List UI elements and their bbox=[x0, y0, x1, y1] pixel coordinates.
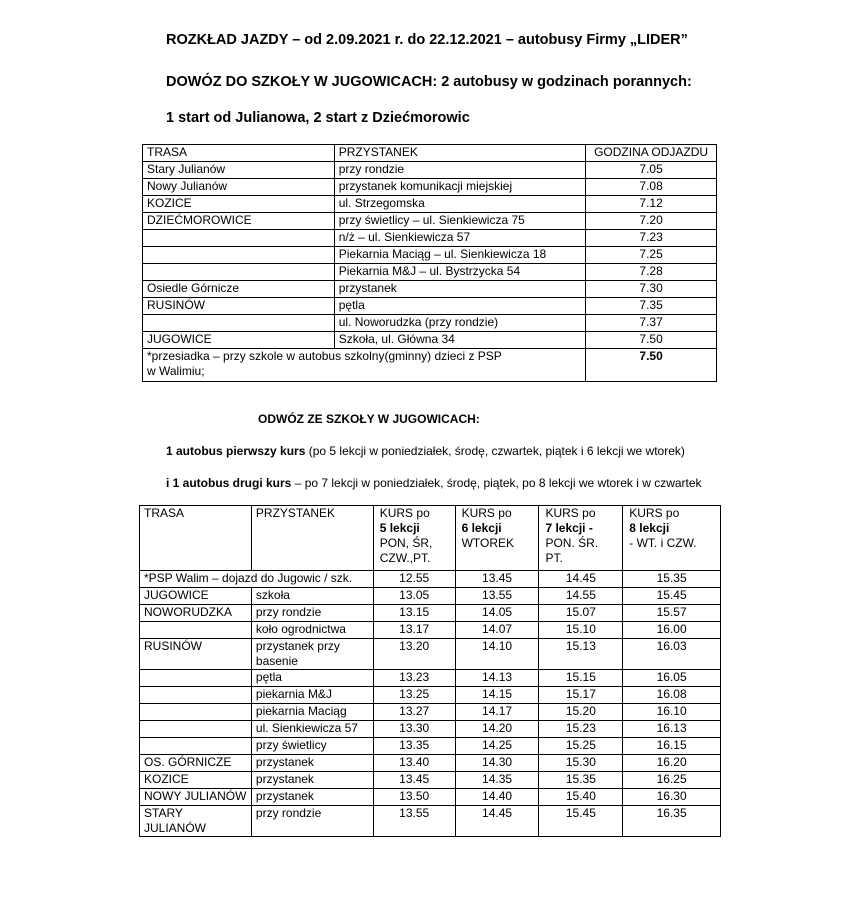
note-line: *przesiadka – przy szkole w autobus szkolny(gminny) dzieci z PSP bbox=[147, 349, 502, 363]
kurs1-description bbox=[166, 444, 685, 458]
trasa-cell bbox=[143, 247, 335, 264]
time-cell: 14.05 bbox=[455, 605, 539, 622]
header-line: WTOREK bbox=[461, 536, 515, 550]
trasa-cell: RUSINÓW bbox=[140, 639, 252, 670]
stop-cell: Piekarnia M&J – ul. Bystrzycka 54 bbox=[334, 264, 585, 281]
table-row bbox=[140, 687, 721, 704]
time-cell: 15.45 bbox=[623, 588, 721, 605]
time-cell: 13.05 bbox=[373, 588, 455, 605]
time-cell: 16.25 bbox=[623, 772, 721, 789]
header-przystanek: PRZYSTANEK bbox=[334, 145, 585, 162]
trasa-cell bbox=[143, 230, 335, 247]
time-cell: 15.35 bbox=[623, 571, 721, 588]
header-line: CZW.,PT. bbox=[379, 551, 431, 565]
header-line: KURS po bbox=[379, 506, 430, 520]
header-line: PT. bbox=[545, 551, 563, 565]
kurs2-description bbox=[166, 476, 702, 490]
table-row bbox=[140, 755, 721, 772]
time-cell: 14.35 bbox=[455, 772, 539, 789]
table-header-row bbox=[143, 145, 717, 162]
table-row bbox=[143, 179, 717, 196]
kurs1-label: 1 autobus pierwszy kurs bbox=[166, 444, 306, 458]
time-cell: 16.05 bbox=[623, 670, 721, 687]
table-row bbox=[143, 213, 717, 230]
time-cell: 7.30 bbox=[586, 281, 717, 298]
time-cell: 15.15 bbox=[539, 670, 623, 687]
header-kurs-7-lekcji bbox=[539, 506, 623, 571]
time-cell: 15.57 bbox=[623, 605, 721, 622]
time-cell: 7.05 bbox=[586, 162, 717, 179]
header-line: PON, ŚR, bbox=[379, 536, 433, 550]
trasa-cell: Osiedle Górnicze bbox=[143, 281, 335, 298]
header-line: 7 lekcji - bbox=[545, 521, 593, 535]
psp-walim-row bbox=[140, 571, 721, 588]
time-cell: 15.45 bbox=[539, 806, 623, 837]
trasa-cell: DZIEĆMOROWICE bbox=[143, 213, 335, 230]
time-cell: 13.25 bbox=[373, 687, 455, 704]
time-cell: 7.50 bbox=[586, 332, 717, 349]
stop-cell: Szkoła, ul. Główna 34 bbox=[334, 332, 585, 349]
trasa-cell: RUSINÓW bbox=[143, 298, 335, 315]
time-cell: 13.45 bbox=[373, 772, 455, 789]
time-cell: 14.30 bbox=[455, 755, 539, 772]
stop-cell: przy rondzie bbox=[251, 806, 373, 837]
table-row bbox=[140, 738, 721, 755]
time-cell: 13.27 bbox=[373, 704, 455, 721]
time-cell: 13.55 bbox=[455, 588, 539, 605]
kurs1-detail: (po 5 lekcji w poniedziałek, środę, czwartek, piątek i 6 lekcji we wtorek) bbox=[305, 444, 685, 458]
time-cell: 14.40 bbox=[455, 789, 539, 806]
table-row bbox=[143, 332, 717, 349]
time-cell: 7.37 bbox=[586, 315, 717, 332]
header-line: - WT. i CZW. bbox=[629, 536, 697, 550]
trasa-cell: NOWY JULIANÓW bbox=[140, 789, 252, 806]
time-cell: 15.35 bbox=[539, 772, 623, 789]
stop-cell: przy świetlicy bbox=[251, 738, 373, 755]
time-cell: 14.07 bbox=[455, 622, 539, 639]
header-kurs-5-lekcji bbox=[373, 506, 455, 571]
time-cell: 7.12 bbox=[586, 196, 717, 213]
header-line: 5 lekcji bbox=[379, 521, 420, 535]
time-cell: 13.30 bbox=[373, 721, 455, 738]
trasa-cell: KOZICE bbox=[143, 196, 335, 213]
header-kurs-8-lekcji bbox=[623, 506, 721, 571]
time-cell: 16.03 bbox=[623, 639, 721, 670]
trasa-cell: JUGOWICE bbox=[143, 332, 335, 349]
time-cell: 12.55 bbox=[373, 571, 455, 588]
stop-cell: przystanek bbox=[251, 755, 373, 772]
table-row bbox=[143, 162, 717, 179]
table-row bbox=[140, 721, 721, 738]
time-cell: 13.55 bbox=[373, 806, 455, 837]
kurs2-label: i 1 autobus drugi kurs bbox=[166, 476, 292, 490]
morning-schedule-table bbox=[142, 144, 717, 382]
stop-cell: Piekarnia Maciąg – ul. Sienkiewicza 18 bbox=[334, 247, 585, 264]
table-row bbox=[140, 806, 721, 837]
trasa-cell: OS. GÓRNICZE bbox=[140, 755, 252, 772]
time-cell: 14.55 bbox=[539, 588, 623, 605]
time-cell: 13.20 bbox=[373, 639, 455, 670]
stop-cell: przystanek komunikacji miejskiej bbox=[334, 179, 585, 196]
table-row bbox=[143, 230, 717, 247]
stop-cell: koło ogrodnictwa bbox=[251, 622, 373, 639]
table-row bbox=[140, 670, 721, 687]
trasa-cell bbox=[140, 738, 252, 755]
time-cell: 7.50 bbox=[586, 349, 717, 382]
stop-cell: piekarnia M&J bbox=[251, 687, 373, 704]
stop-cell: przystanek bbox=[251, 789, 373, 806]
trasa-cell bbox=[140, 622, 252, 639]
trasa-cell: JUGOWICE bbox=[140, 588, 252, 605]
afternoon-schedule-table bbox=[139, 505, 721, 837]
trasa-cell bbox=[143, 264, 335, 281]
stop-cell: przy rondzie bbox=[334, 162, 585, 179]
trasa-cell bbox=[140, 721, 252, 738]
time-cell: 14.45 bbox=[455, 806, 539, 837]
table-row bbox=[140, 605, 721, 622]
transfer-note bbox=[143, 349, 586, 382]
table-row bbox=[140, 622, 721, 639]
time-cell: 16.30 bbox=[623, 789, 721, 806]
time-cell: 13.17 bbox=[373, 622, 455, 639]
start-heading: 1 start od Julianowa, 2 start z Dziećmorowic bbox=[166, 110, 470, 126]
time-cell: 13.45 bbox=[455, 571, 539, 588]
header-godzina: GODZINA ODJAZDU bbox=[586, 145, 717, 162]
transfer-note-row bbox=[143, 349, 717, 382]
stop-cell: pętla bbox=[334, 298, 585, 315]
header-line: 6 lekcji bbox=[461, 521, 502, 535]
trasa-cell: STARY JULIANÓW bbox=[140, 806, 252, 837]
time-cell: 16.08 bbox=[623, 687, 721, 704]
time-cell: 14.20 bbox=[455, 721, 539, 738]
stop-cell: piekarnia Maciąg bbox=[251, 704, 373, 721]
stop-cell: ul. Strzegomska bbox=[334, 196, 585, 213]
header-trasa: TRASA bbox=[143, 145, 335, 162]
header-line: KURS po bbox=[545, 506, 596, 520]
trasa-cell: KOZICE bbox=[140, 772, 252, 789]
odwoz-heading: ODWÓZ ZE SZKOŁY W JUGOWICACH: bbox=[258, 412, 480, 426]
trasa-cell bbox=[140, 687, 252, 704]
time-cell: 16.13 bbox=[623, 721, 721, 738]
time-cell: 14.25 bbox=[455, 738, 539, 755]
header-trasa: TRASA bbox=[140, 506, 252, 571]
note-line: w Walimiu; bbox=[147, 364, 205, 378]
stop-cell: przystanek bbox=[334, 281, 585, 298]
dowoz-heading: DOWÓZ DO SZKOŁY W JUGOWICACH: 2 autobusy w godzinach porannych: bbox=[166, 74, 692, 90]
kurs2-detail: – po 7 lekcji w poniedziałek, środę, piątek, po 8 lekcji we wtorek i w czwartek bbox=[291, 476, 702, 490]
schedule-title: ROZKŁAD JAZDY – od 2.09.2021 r. do 22.12.2021 – autobusy Firmy „LIDER” bbox=[166, 32, 688, 48]
time-cell: 15.10 bbox=[539, 622, 623, 639]
time-cell: 16.35 bbox=[623, 806, 721, 837]
stop-cell: przystanek bbox=[251, 772, 373, 789]
time-cell: 13.50 bbox=[373, 789, 455, 806]
time-cell: 15.17 bbox=[539, 687, 623, 704]
time-cell: 14.45 bbox=[539, 571, 623, 588]
table-row bbox=[140, 772, 721, 789]
time-cell: 16.00 bbox=[623, 622, 721, 639]
table-row bbox=[143, 298, 717, 315]
table-row bbox=[140, 789, 721, 806]
time-cell: 7.28 bbox=[586, 264, 717, 281]
header-line: KURS po bbox=[461, 506, 512, 520]
table-header-row bbox=[140, 506, 721, 571]
time-cell: 15.20 bbox=[539, 704, 623, 721]
header-line: PON. ŚR. bbox=[545, 536, 599, 550]
table-row bbox=[143, 264, 717, 281]
time-cell: 14.10 bbox=[455, 639, 539, 670]
time-cell: 16.15 bbox=[623, 738, 721, 755]
time-cell: 7.20 bbox=[586, 213, 717, 230]
trasa-cell bbox=[143, 315, 335, 332]
time-cell: 13.40 bbox=[373, 755, 455, 772]
table-row bbox=[143, 315, 717, 332]
time-cell: 13.15 bbox=[373, 605, 455, 622]
time-cell: 16.10 bbox=[623, 704, 721, 721]
trasa-cell: NOWORUDZKA bbox=[140, 605, 252, 622]
stop-cell: n/ż – ul. Sienkiewicza 57 bbox=[334, 230, 585, 247]
table-row bbox=[140, 704, 721, 721]
stop-cell: przy rondzie bbox=[251, 605, 373, 622]
table-row bbox=[143, 196, 717, 213]
header-przystanek: PRZYSTANEK bbox=[251, 506, 373, 571]
time-cell: 7.25 bbox=[586, 247, 717, 264]
time-cell: 14.13 bbox=[455, 670, 539, 687]
header-kurs-6-lekcji bbox=[455, 506, 539, 571]
time-cell: 13.23 bbox=[373, 670, 455, 687]
time-cell: 15.30 bbox=[539, 755, 623, 772]
time-cell: 14.15 bbox=[455, 687, 539, 704]
trasa-cell: Nowy Julianów bbox=[143, 179, 335, 196]
time-cell: 14.17 bbox=[455, 704, 539, 721]
stop-cell: pętla bbox=[251, 670, 373, 687]
time-cell: 7.35 bbox=[586, 298, 717, 315]
time-cell: 15.25 bbox=[539, 738, 623, 755]
stop-cell: przy świetlicy – ul. Sienkiewicza 75 bbox=[334, 213, 585, 230]
time-cell: 15.07 bbox=[539, 605, 623, 622]
time-cell: 13.35 bbox=[373, 738, 455, 755]
time-cell: 7.23 bbox=[586, 230, 717, 247]
time-cell: 15.23 bbox=[539, 721, 623, 738]
header-line: KURS po bbox=[629, 506, 680, 520]
psp-label: *PSP Walim – dojazd do Jugowic / szk. bbox=[140, 571, 374, 588]
header-line: 8 lekcji bbox=[629, 521, 670, 535]
trasa-cell: Stary Julianów bbox=[143, 162, 335, 179]
trasa-cell bbox=[140, 704, 252, 721]
stop-cell: przystanek przy basenie bbox=[251, 639, 373, 670]
table-row bbox=[140, 588, 721, 605]
time-cell: 15.40 bbox=[539, 789, 623, 806]
table-row bbox=[143, 247, 717, 264]
stop-cell: ul. Sienkiewicza 57 bbox=[251, 721, 373, 738]
time-cell: 15.13 bbox=[539, 639, 623, 670]
stop-cell: ul. Noworudzka (przy rondzie) bbox=[334, 315, 585, 332]
time-cell: 16.20 bbox=[623, 755, 721, 772]
table-row bbox=[140, 639, 721, 670]
time-cell: 7.08 bbox=[586, 179, 717, 196]
table-row bbox=[143, 281, 717, 298]
stop-cell: szkoła bbox=[251, 588, 373, 605]
trasa-cell bbox=[140, 670, 252, 687]
